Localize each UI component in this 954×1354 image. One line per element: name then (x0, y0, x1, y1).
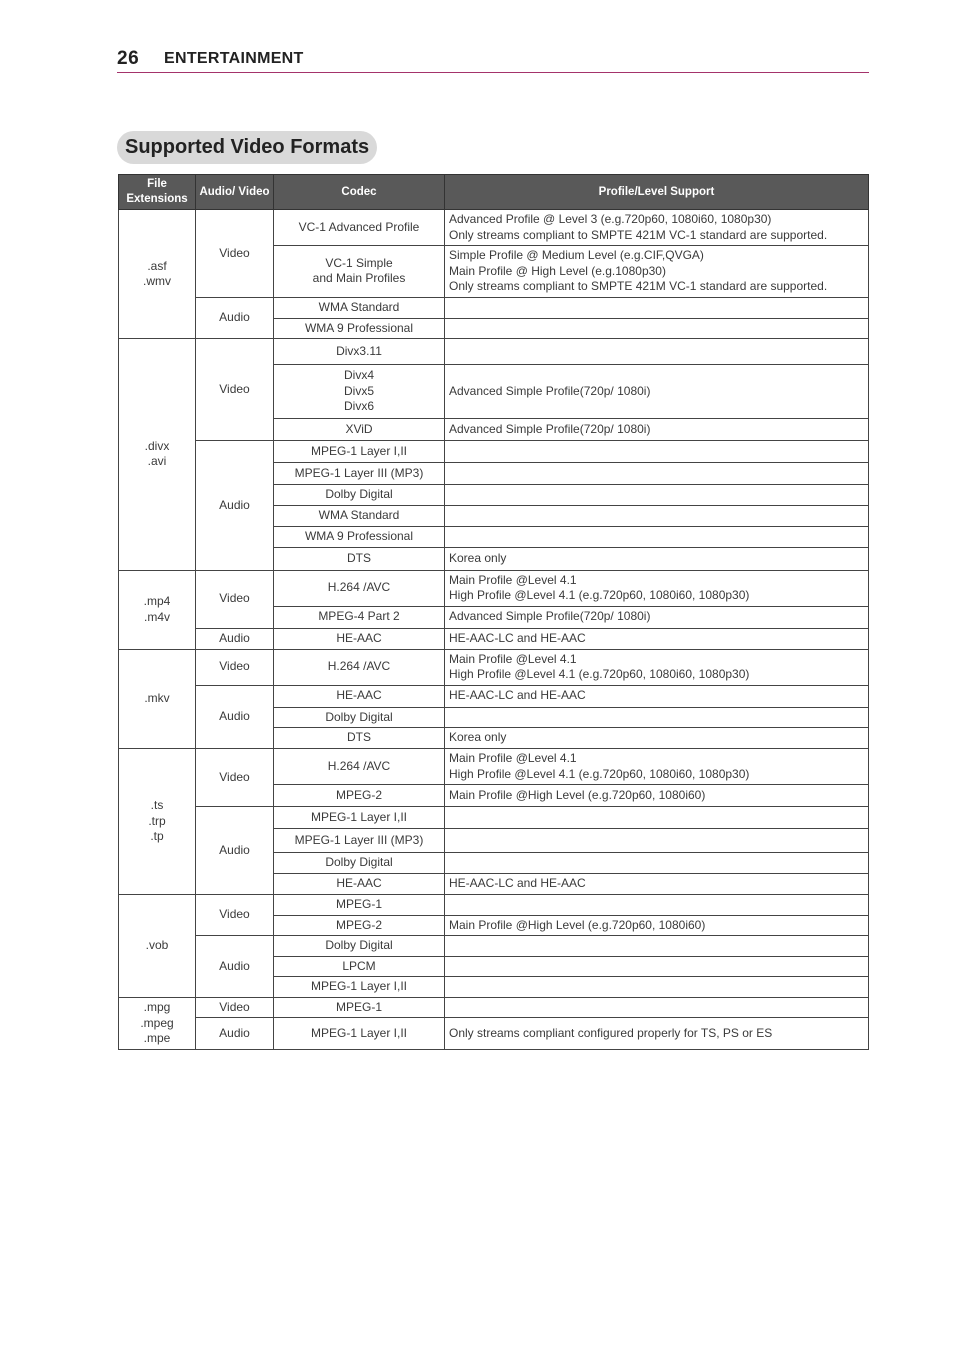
codec-cell (274, 318, 445, 339)
codec-cell-line: HE-AAC (336, 876, 382, 891)
profile-cell (445, 829, 869, 853)
codec-cell-line: Divx4 (343, 368, 374, 383)
codec-cell (274, 547, 445, 570)
profile-cell-line: Korea only (449, 730, 507, 745)
codec-cell-line: WMA Standard (318, 508, 400, 523)
file-extensions-cell-line: .mpeg (140, 1015, 174, 1030)
codec-cell-line: H.264 /AVC (327, 580, 391, 595)
codec-cell-line: DTS (347, 730, 371, 745)
codec-cell-line: VC-1 Simple (325, 255, 393, 270)
codec-cell (274, 441, 445, 463)
table-header-row (119, 175, 869, 210)
profile-cell (445, 997, 869, 1018)
profile-cell (445, 547, 869, 570)
profile-cell-line: HE-AAC-LC and HE-AAC (449, 876, 586, 891)
profile-cell-line: High Profile @Level 4.1 (e.g.720p60, 1080i60, 1080p30) (449, 766, 750, 781)
codec-cell (274, 527, 445, 548)
profile-cell (445, 441, 869, 463)
codec-cell (274, 365, 445, 419)
file-extensions-cell-line: .ts (150, 798, 164, 813)
profile-cell (445, 874, 869, 895)
codec-cell (274, 785, 445, 807)
codec-cell-line: HE-AAC (336, 688, 382, 703)
codec-cell (274, 936, 445, 957)
codec-cell-line: VC-1 Advanced Profile (298, 219, 420, 234)
codec-cell-line: WMA Standard (318, 299, 400, 314)
codec-cell (274, 463, 445, 485)
profile-cell (445, 1018, 869, 1050)
codec-cell-line: XViD (345, 421, 373, 436)
codec-cell (274, 339, 445, 365)
codec-cell-line: Dolby Digital (325, 938, 393, 952)
audio-video-cell: Audio (196, 441, 274, 571)
profile-cell-line: Main Profile @Level 4.1 (449, 751, 577, 765)
codec-cell-line: Dolby Digital (325, 855, 393, 870)
profile-cell (445, 785, 869, 807)
profile-cell (445, 936, 869, 957)
profile-cell-line: Advanced Simple Profile(720p/ 1080i) (449, 421, 651, 436)
codec-cell-line: H.264 /AVC (327, 758, 391, 773)
profile-cell (445, 707, 869, 728)
codec-cell (274, 628, 445, 649)
codec-cell (274, 419, 445, 441)
page-header (117, 48, 869, 73)
profile-cell (445, 728, 869, 749)
profile-cell (445, 649, 869, 685)
audio-video-cell: Audio (196, 1018, 274, 1050)
codec-cell-line: H.264 /AVC (327, 659, 391, 674)
codec-cell-line: MPEG-1 Layer I,II (310, 809, 408, 824)
table-row (119, 210, 869, 246)
audio-video-cell: Audio (196, 807, 274, 895)
profile-cell (445, 339, 869, 365)
table-row (119, 685, 869, 707)
codec-cell (274, 853, 445, 874)
profile-cell (445, 956, 869, 977)
header-file-extensions: File Extensions (119, 175, 196, 210)
profile-cell (445, 807, 869, 829)
profile-cell (445, 297, 869, 318)
codec-cell (274, 246, 445, 298)
header-audio-video: Audio/ Video (196, 175, 274, 210)
profile-cell (445, 463, 869, 485)
file-extensions-cell (119, 210, 196, 339)
section-title: Supported Video Formats (117, 131, 377, 164)
codec-cell-line: MPEG-1 Layer III (MP3) (294, 832, 424, 847)
file-extensions-cell (119, 570, 196, 649)
profile-cell-line: Main Profile @ High Level (e.g.1080p30) (449, 263, 666, 278)
audio-video-cell: Audio (196, 685, 274, 749)
audio-video-cell: Video (196, 997, 274, 1018)
table-row (119, 297, 869, 318)
codec-cell (274, 749, 445, 785)
codec-cell-line: Divx3.11 (336, 343, 382, 358)
table-row (119, 441, 869, 463)
header-profile-level: Profile/Level Support (445, 175, 869, 210)
audio-video-cell: Video (196, 339, 274, 441)
file-extensions-cell-line: .divx (144, 438, 170, 453)
codec-cell-line: MPEG-2 (335, 917, 382, 932)
codec-cell-line: HE-AAC (336, 630, 382, 645)
profile-cell-line: Only streams compliant configured properly for TS, PS or ES (449, 1025, 773, 1040)
codec-cell-line: LPCM (342, 958, 376, 973)
codec-cell-line: MPEG-1 Layer I,II (310, 1025, 408, 1040)
codec-cell (274, 956, 445, 977)
profile-cell-line: Main Profile @High Level (e.g.720p60, 1080i60) (449, 787, 706, 802)
profile-cell (445, 977, 869, 998)
file-extensions-cell-line: .asf (147, 258, 167, 273)
profile-cell-line: Korea only (449, 550, 507, 565)
codec-cell-line: MPEG-1 (335, 999, 382, 1014)
profile-cell (445, 419, 869, 441)
profile-cell-line: Advanced Simple Profile(720p/ 1080i) (449, 609, 651, 624)
codec-cell-line: DTS (347, 550, 371, 565)
codec-cell (274, 728, 445, 749)
codec-cell (274, 915, 445, 936)
codec-cell-line: MPEG-2 (335, 787, 382, 802)
file-extensions-cell (119, 749, 196, 895)
codec-cell (274, 570, 445, 606)
profile-cell (445, 570, 869, 606)
table-row (119, 339, 869, 365)
audio-video-cell: Audio (196, 936, 274, 998)
profile-cell (445, 915, 869, 936)
profile-cell-line: Only streams compliant to SMPTE 421M VC-1 standard are supported. (449, 227, 828, 242)
table-row (119, 997, 869, 1018)
table-row (119, 936, 869, 957)
file-extensions-cell (119, 649, 196, 749)
profile-cell-line: Main Profile @Level 4.1 (449, 572, 577, 587)
file-extensions-cell-line: .mp4 (143, 594, 171, 608)
codec-cell (274, 829, 445, 853)
codec-cell-line: and Main Profiles (312, 271, 406, 286)
profile-cell-line: Main Profile @Level 4.1 (449, 651, 577, 666)
header-codec: Codec (274, 175, 445, 210)
audio-video-cell: Video (196, 895, 274, 936)
audio-video-cell: Audio (196, 628, 274, 649)
profile-cell (445, 485, 869, 506)
profile-cell (445, 749, 869, 785)
file-extensions-cell (119, 339, 196, 571)
table-row (119, 649, 869, 685)
file-extensions-cell-line: .trp (148, 813, 166, 828)
table-row (119, 1018, 869, 1050)
profile-cell-line: High Profile @Level 4.1 (e.g.720p60, 1080i60, 1080p30) (449, 667, 750, 681)
codec-cell-line: Dolby Digital (325, 709, 393, 724)
profile-cell-line: Advanced Profile @ Level 3 (e.g.720p60, 1080i60, 1080p30) (449, 212, 772, 226)
file-extensions-cell-line: .mpe (143, 1031, 171, 1045)
codec-cell-line: Divx5 (343, 383, 374, 398)
file-extensions-cell-line: .mpg (143, 1000, 171, 1014)
codec-cell-line: WMA 9 Professional (304, 320, 414, 335)
codec-cell (274, 649, 445, 685)
profile-cell (445, 628, 869, 649)
codec-cell (274, 977, 445, 998)
codec-cell-line: MPEG-1 Layer III (MP3) (294, 465, 424, 480)
codec-cell (274, 485, 445, 506)
profile-cell (445, 246, 869, 298)
codec-cell (274, 297, 445, 318)
codec-cell-line: MPEG-1 (335, 897, 382, 911)
audio-video-cell: Video (196, 749, 274, 807)
audio-video-cell: Audio (196, 297, 274, 339)
profile-cell (445, 853, 869, 874)
profile-cell-line: Simple Profile @ Medium Level (e.g.CIF,QVGA) (449, 248, 704, 262)
table-row (119, 807, 869, 829)
profile-cell (445, 506, 869, 527)
file-extensions-cell-line: .tp (150, 829, 164, 844)
profile-cell-line: Advanced Simple Profile(720p/ 1080i) (449, 383, 651, 398)
profile-cell (445, 318, 869, 339)
codec-cell (274, 707, 445, 728)
codec-cell (274, 807, 445, 829)
file-extensions-cell-line: .vob (145, 938, 169, 952)
table-row (119, 628, 869, 649)
codec-cell-line: Dolby Digital (325, 487, 393, 502)
profile-cell (445, 606, 869, 628)
profile-cell-line: Only streams compliant to SMPTE 421M VC-1 standard are supported. (449, 279, 828, 293)
table-row (119, 895, 869, 916)
audio-video-cell: Video (196, 570, 274, 628)
profile-cell (445, 527, 869, 548)
codec-cell-line: Divx6 (343, 399, 374, 414)
profile-cell (445, 895, 869, 916)
codec-cell-line: MPEG-4 Part 2 (318, 609, 400, 624)
file-extensions-cell-line: .wmv (143, 274, 171, 288)
page-number: 26 (117, 48, 140, 69)
audio-video-cell: Video (196, 649, 274, 685)
profile-cell-line: Main Profile @High Level (e.g.720p60, 1080i60) (449, 917, 706, 932)
table-body (119, 210, 869, 1050)
codec-cell-line: MPEG-1 Layer I,II (310, 979, 408, 993)
profile-cell (445, 365, 869, 419)
audio-video-cell: Video (196, 210, 274, 298)
table-row (119, 570, 869, 606)
codec-cell (274, 874, 445, 895)
table-row (119, 749, 869, 785)
file-extensions-cell-line: .m4v (143, 609, 170, 624)
file-extensions-cell-line: .avi (147, 454, 167, 469)
codec-cell (274, 895, 445, 916)
profile-cell-line: High Profile @Level 4.1 (e.g.720p60, 1080i60, 1080p30) (449, 588, 750, 602)
codec-cell (274, 606, 445, 628)
section-name: ENTERTAINMENT (164, 50, 304, 67)
codec-cell (274, 506, 445, 527)
codec-cell (274, 997, 445, 1018)
codec-cell (274, 210, 445, 246)
profile-cell (445, 210, 869, 246)
codec-cell (274, 685, 445, 707)
profile-cell (445, 685, 869, 707)
file-extensions-cell-line: .mkv (144, 691, 170, 705)
video-formats-table (118, 174, 869, 1050)
codec-cell-line: MPEG-1 Layer I,II (310, 443, 408, 458)
file-extensions-cell (119, 997, 196, 1050)
profile-cell-line: HE-AAC-LC and HE-AAC (449, 630, 586, 645)
file-extensions-cell (119, 895, 196, 998)
profile-cell-line: HE-AAC-LC and HE-AAC (449, 688, 586, 703)
codec-cell-line: WMA 9 Professional (304, 529, 414, 543)
codec-cell (274, 1018, 445, 1050)
